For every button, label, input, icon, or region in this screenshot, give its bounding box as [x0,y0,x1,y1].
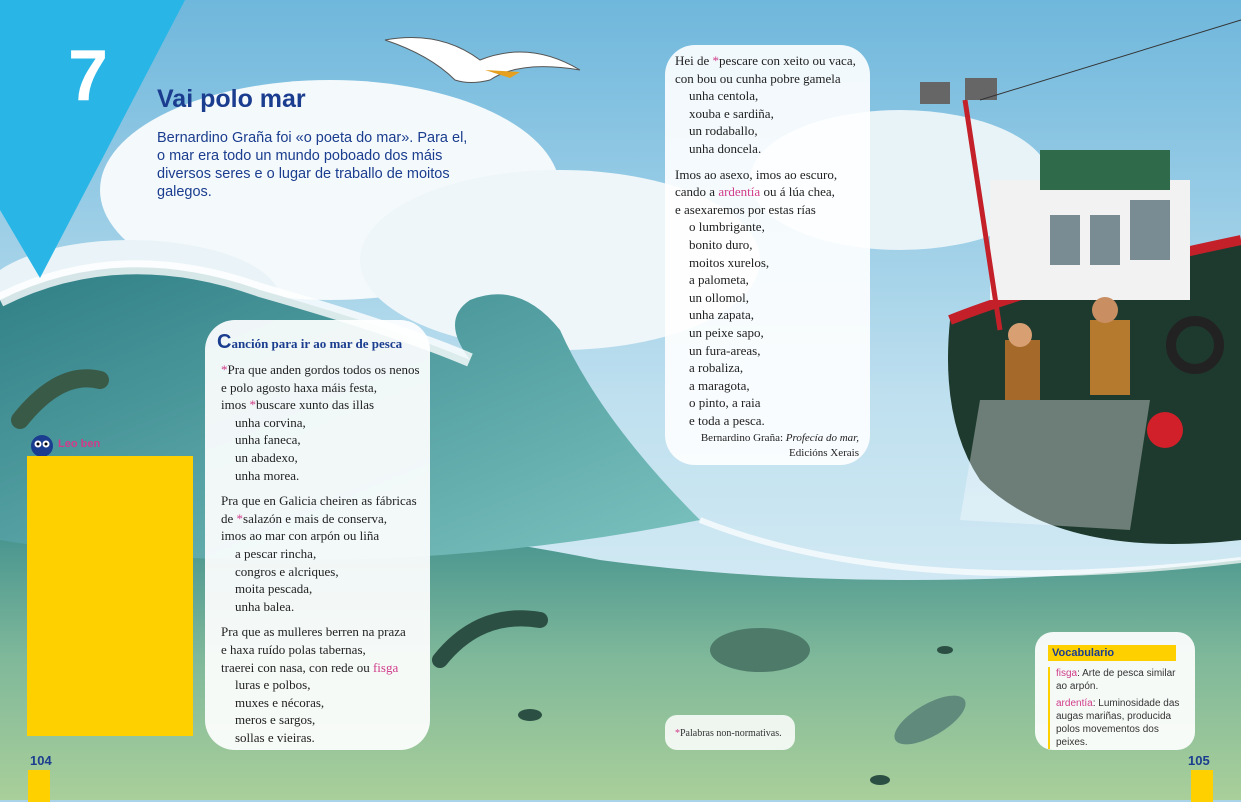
poem-line [675,140,856,158]
poem-line [221,431,420,449]
footnote-asterisk: * [675,728,680,739]
poem-title-rest: anción para ir ao mar de pesca [231,336,403,351]
poem-line [675,105,856,123]
line-text: meros e sargos, [235,712,316,728]
poem-line [675,289,856,307]
line-text: e haxa ruído polas tabernas, [221,641,366,657]
line-text: unha zapata, [689,307,754,323]
vocabulary-list [1048,667,1188,749]
poem-line [221,598,420,616]
vocabulary-heading [1048,645,1176,661]
line-text: un abadexo, [235,449,298,465]
line-text: Pra que as mulleres berren na praza [221,624,406,640]
line-text: unha faneca, [235,432,301,448]
line-text: imos ao mar con arpón ou liña [221,528,380,544]
page-marker-left [28,770,50,802]
stanza-gap [221,484,420,492]
intro-paragraph: Bernardino Graña foi «o poeta do mar». Para el, o mar era todo un mundo poboado dos máis diversos seres e o lugar de traballo de moitos galegos. [157,130,468,200]
poem-line [221,694,420,712]
vocabulary-entry [1056,697,1188,749]
leo-ben-label: Leo ben [58,438,101,450]
glossary-word: ardentía [718,184,761,200]
poem-line [221,414,420,432]
poem-line [221,396,420,414]
poem-line [675,359,856,377]
reader-owl-icon [28,434,56,458]
vocabulary-definition: : Luminosidade das augas mariñas, producida polos movementos dos peixes. [1056,698,1180,748]
line-text: unha morea. [235,467,300,483]
line-text: e toda a pesca. [689,412,765,428]
line-text: salazón e mais de conserva, [243,510,388,526]
footnote-text: Palabras non-normativas. [680,728,782,739]
poem-line [221,676,420,694]
poem-line [221,467,420,485]
poem-line [221,563,420,581]
vocabulary-heading-rest: cabulario [1065,647,1115,659]
line-text: Pra que en Galicia cheiren as fábricas [221,493,417,509]
line-text: moitos xurelos, [689,254,770,270]
poem-line [675,166,856,184]
poem-line [221,361,420,379]
chapter-number: 7 [68,36,109,116]
poem-line [675,254,856,272]
poem-line [221,659,420,677]
attribution-author: Bernardino Graña: [700,432,786,444]
poem-line [675,122,856,140]
line-text: congros e alcriques, [235,563,339,579]
poem-line [675,52,856,70]
glossary-word: fisga [372,659,399,675]
footnote [675,728,782,739]
line-text: a maragota, [689,377,750,393]
poem-line [221,623,420,641]
stanza-gap [675,158,856,166]
line-text: unha balea. [235,598,295,614]
poem-one [221,361,420,746]
vocabulary-term: fisga [1056,668,1078,679]
line-text: e asexaremos por estas rías [675,201,816,217]
line-text: un ollomol, [689,289,749,305]
poem-line [675,324,856,342]
poem-line [675,377,856,395]
poem-line [675,306,856,324]
page-marker-right [1191,770,1213,802]
line-text: pescare con xeito ou vaca, [719,53,856,68]
poem-line [221,379,420,397]
poem-line [221,580,420,598]
non-normative-asterisk: * [221,362,228,377]
line-prefix: Hei de [675,53,713,68]
poem-line [221,527,420,545]
vocabulary-heading-initial: Vo [1052,647,1066,659]
attribution-work: Profecía do mar, [785,432,859,444]
line-text: buscare xunto das illas [256,397,375,413]
poem-line [675,412,856,430]
line-text: o pinto, a raia [689,395,761,411]
line-text: e polo agosto haxa máis festa, [221,379,377,395]
line-prefix: de [221,510,237,526]
poem-line [675,342,856,360]
line-text: unha centola, [689,88,759,104]
non-normative-asterisk: * [249,397,257,413]
poem-line [675,394,856,412]
attribution-publisher: Edicións Xerais [789,447,859,459]
line-text: luras e polbos, [235,677,311,693]
poem-line [675,218,856,236]
poem-line [675,271,856,289]
poem-two [675,52,856,429]
attribution [701,431,859,461]
non-normative-asterisk: * [712,53,720,68]
line-text: Pra que anden gordos todos os nenos [227,362,420,377]
line-text: bonito duro, [689,236,753,252]
leo-ben-box [27,456,193,736]
page-number-left: 104 [30,753,52,768]
line-text: unha corvina, [235,414,306,430]
line-text: a robaliza, [689,360,744,376]
poem-title [217,331,402,354]
stanza-gap [221,615,420,623]
line-text: unha doncela. [689,140,762,156]
line-text: ou á lúa chea, [760,184,835,200]
line-text: con bou ou cunha pobre gamela [675,70,841,86]
line-text: moita pescada, [235,581,313,597]
poem-line [221,510,420,528]
poem-line [675,183,856,201]
line-text: o lumbrigante, [689,219,765,235]
poem-line [675,236,856,254]
vocabulary-term: ardentía [1056,698,1093,709]
line-text: xouba e sardiña, [689,105,774,121]
poem-line [221,449,420,467]
line-text: un fura-areas, [689,342,761,358]
line-prefix: traerei con nasa, con rede ou [221,659,373,675]
line-text: a pescar rincha, [235,545,317,561]
line-text: a palometa, [689,272,749,288]
page-number-right: 105 [1188,753,1210,768]
page-title: Vai polo mar [157,85,306,113]
vocabulary-entry [1056,667,1188,693]
line-text: sollas e vieiras. [235,729,315,745]
vocabulary-definition: : Arte de pesca similar ao arpón. [1056,668,1176,692]
non-normative-asterisk: * [236,510,244,526]
line-text: un peixe sapo, [689,324,764,340]
poem-title-initial: C [217,331,232,353]
poem-line [221,641,420,659]
poem-line [675,87,856,105]
poem-line [675,70,856,88]
line-prefix: imos [221,397,250,413]
poem-line [221,729,420,747]
line-text: Imos ao asexo, imos ao escuro, [675,166,838,182]
poem-line [221,545,420,563]
line-text: un rodaballo, [689,123,758,139]
line-prefix: cando a [675,184,719,200]
poem-line [221,711,420,729]
poem-line [675,201,856,219]
vocabulary-box [1048,645,1188,753]
line-text: muxes e nécoras, [235,694,325,710]
poem-line [221,492,420,510]
